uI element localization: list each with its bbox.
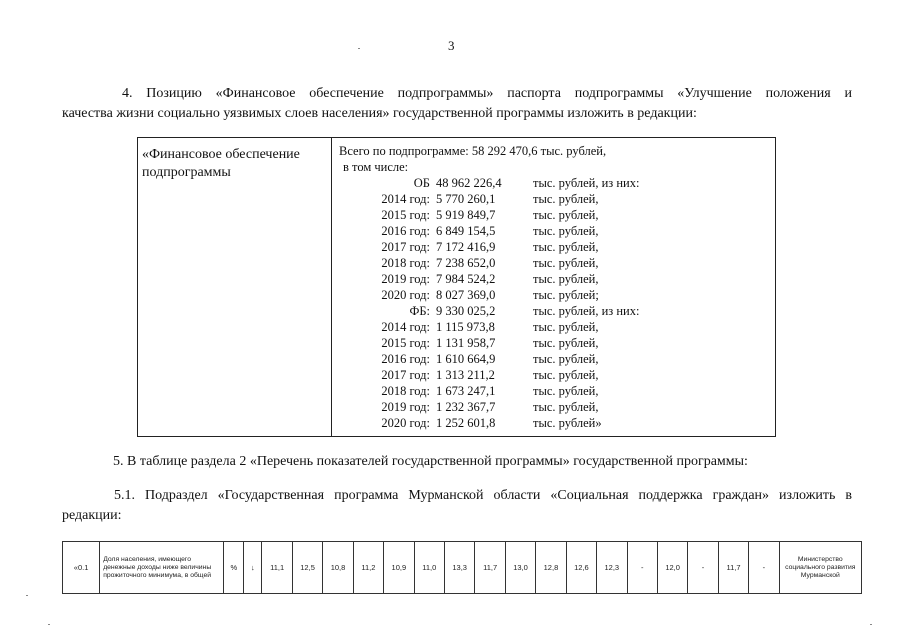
finance-row-label: 2018 год: [381, 256, 430, 270]
indicator-value-cell: 12,8 [536, 542, 566, 594]
finance-row-amount: 1 232 367,7 [436, 400, 496, 414]
finance-row [339, 400, 769, 416]
finance-row-amount: 8 027 369,0 [436, 288, 496, 302]
finance-row-label: ФБ: [409, 304, 430, 318]
finance-row [339, 368, 769, 384]
indicator-value-cell: - [749, 542, 779, 594]
finance-row-amount: 9 330 025,2 [436, 304, 496, 318]
indicator-value-cell: - [627, 542, 657, 594]
finance-row-amount: 1 673 247,1 [436, 384, 496, 398]
paragraph-5-1 [62, 486, 852, 526]
finance-row [339, 224, 769, 240]
paragraph-4-line-1: 4. Позицию «Финансовое обеспечение подпрограммы» паспорта подпрограммы «Улучшение положения и [122, 86, 852, 101]
finance-row-unit: тыс. рублей, [533, 272, 599, 286]
scan-speck [358, 48, 360, 49]
finance-row-unit: тыс. рублей, [533, 320, 599, 334]
indicator-value-cell: 10,9 [384, 542, 414, 594]
finance-row [339, 304, 769, 320]
page-number: 3 [448, 38, 455, 53]
finance-including: в том числе: [343, 160, 409, 174]
finance-row-amount: 1 610 664,9 [436, 352, 496, 366]
finance-row-amount: 5 919 849,7 [436, 208, 496, 222]
finance-row-amount: 5 770 260,1 [436, 192, 496, 206]
finance-row-label: 2019 год: [381, 272, 430, 286]
finance-row [339, 288, 769, 304]
finance-row-unit: тыс. рублей, [533, 368, 599, 382]
indicator-row [63, 542, 862, 594]
indicator-value-cell: 11,2 [353, 542, 383, 594]
indicator-value-cell: 12,0 [657, 542, 687, 594]
indicator-value-cell: 11,0 [414, 542, 444, 594]
finance-row [339, 384, 769, 400]
finance-row [339, 352, 769, 368]
finance-row [339, 320, 769, 336]
finance-row-unit: тыс. рублей, [533, 352, 599, 366]
finance-row-label: 2015 год: [381, 208, 430, 222]
finance-row-label: 2017 год: [381, 240, 430, 254]
finance-row-label: 2020 год: [381, 288, 430, 302]
scan-speck [26, 595, 28, 596]
finance-row-label: ОБ [413, 176, 430, 190]
finance-row-unit: тыс. рублей, [533, 208, 599, 222]
finance-row-amount: 6 849 154,5 [436, 224, 496, 238]
finance-row-unit: тыс. рублей, [533, 240, 599, 254]
indicator-value-cell: 11,1 [262, 542, 292, 594]
finance-row-label: 2019 год: [381, 400, 430, 414]
finance-row-amount: 1 313 211,2 [436, 368, 495, 382]
finance-row [339, 176, 769, 192]
finance-row [339, 240, 769, 256]
finance-row [339, 192, 769, 208]
finance-row [339, 416, 769, 432]
finance-row-unit: тыс. рублей, из них: [533, 176, 640, 190]
finance-row-amount: 1 252 601,8 [436, 416, 496, 430]
finance-row-amount: 7 238 652,0 [436, 256, 496, 270]
finance-row-amount: 1 115 973,8 [436, 320, 495, 334]
finance-row-unit: тыс. рублей, [533, 256, 599, 270]
finance-row-unit: тыс. рублей» [533, 416, 602, 430]
indicator-value-cell: 12,6 [566, 542, 596, 594]
finance-row-label: 2014 год: [381, 320, 430, 334]
indicator-value-cell: 12,5 [292, 542, 322, 594]
paragraph-5: 5. В таблице раздела 2 «Перечень показателей государственной программы» государственной программы: [113, 454, 748, 469]
finance-row-label: 2015 год: [381, 336, 430, 350]
finance-row-label: 2016 год: [381, 352, 430, 366]
finance-row-unit: тыс. рублей, [533, 384, 599, 398]
paragraph-5-1-line-2: редакции: [62, 508, 122, 523]
indicator-description-cell: Доля населения, имеющего денежные доходы ниже величины прожиточного минимума, в общей [100, 542, 224, 594]
indicator-value-cell: 12,3 [597, 542, 627, 594]
indicator-responsible-cell: Министерство социального развития Мурманской [779, 542, 861, 594]
indicator-unit-cell: % [224, 542, 244, 594]
scan-speck [48, 624, 50, 625]
finance-row-label: 2020 год: [381, 416, 430, 430]
indicator-value-cell: 13,3 [444, 542, 474, 594]
finance-row-unit: тыс. рублей; [533, 288, 599, 302]
indicator-value-cell: 10,8 [323, 542, 353, 594]
finance-row-amount: 1 131 958,7 [436, 336, 496, 350]
indicator-table [62, 541, 862, 594]
finance-row-label: 2018 год: [381, 384, 430, 398]
finance-total: Всего по подпрограмме: 58 292 470,6 тыс. рублей, [339, 144, 607, 158]
paragraph-5-1-line-1: 5.1. Подраздел «Государственная программа Мурманской области «Социальная поддержка граждан» изложить в [114, 488, 852, 503]
indicator-value-cell: 11,7 [718, 542, 748, 594]
finance-row-unit: тыс. рублей, [533, 224, 599, 238]
finance-table-divider [331, 138, 332, 436]
finance-row [339, 336, 769, 352]
finance-row [339, 256, 769, 272]
indicator-value-cell: 13,0 [505, 542, 535, 594]
indicator-value-cell: - [688, 542, 718, 594]
finance-row [339, 272, 769, 288]
finance-row-label: 2017 год: [381, 368, 430, 382]
indicator-value-cell: 11,7 [475, 542, 505, 594]
finance-row-amount: 7 984 524,2 [436, 272, 496, 286]
finance-row-label: 2014 год: [381, 192, 430, 206]
paragraph-4-line-2: качества жизни социально уязвимых слоев населения» государственной программы изложить в редакции: [62, 106, 697, 121]
finance-row-unit: тыс. рублей, [533, 400, 599, 414]
finance-row-unit: тыс. рублей, [533, 336, 599, 350]
indicator-trend-cell: ↓ [244, 542, 262, 594]
finance-row-amount: 7 172 416,9 [436, 240, 496, 254]
scan-speck [870, 624, 872, 625]
finance-row-amount: 48 962 226,4 [436, 176, 502, 190]
paragraph-4 [62, 84, 852, 124]
finance-table [137, 137, 776, 437]
finance-row [339, 208, 769, 224]
finance-row-label: 2016 год: [381, 224, 430, 238]
finance-row-unit: тыс. рублей, [533, 192, 599, 206]
finance-label: «Финансовое обеспечение подпрограммы [142, 147, 300, 180]
finance-row-unit: тыс. рублей, из них: [533, 304, 640, 318]
indicator-index-cell: «0.1 [63, 542, 100, 594]
